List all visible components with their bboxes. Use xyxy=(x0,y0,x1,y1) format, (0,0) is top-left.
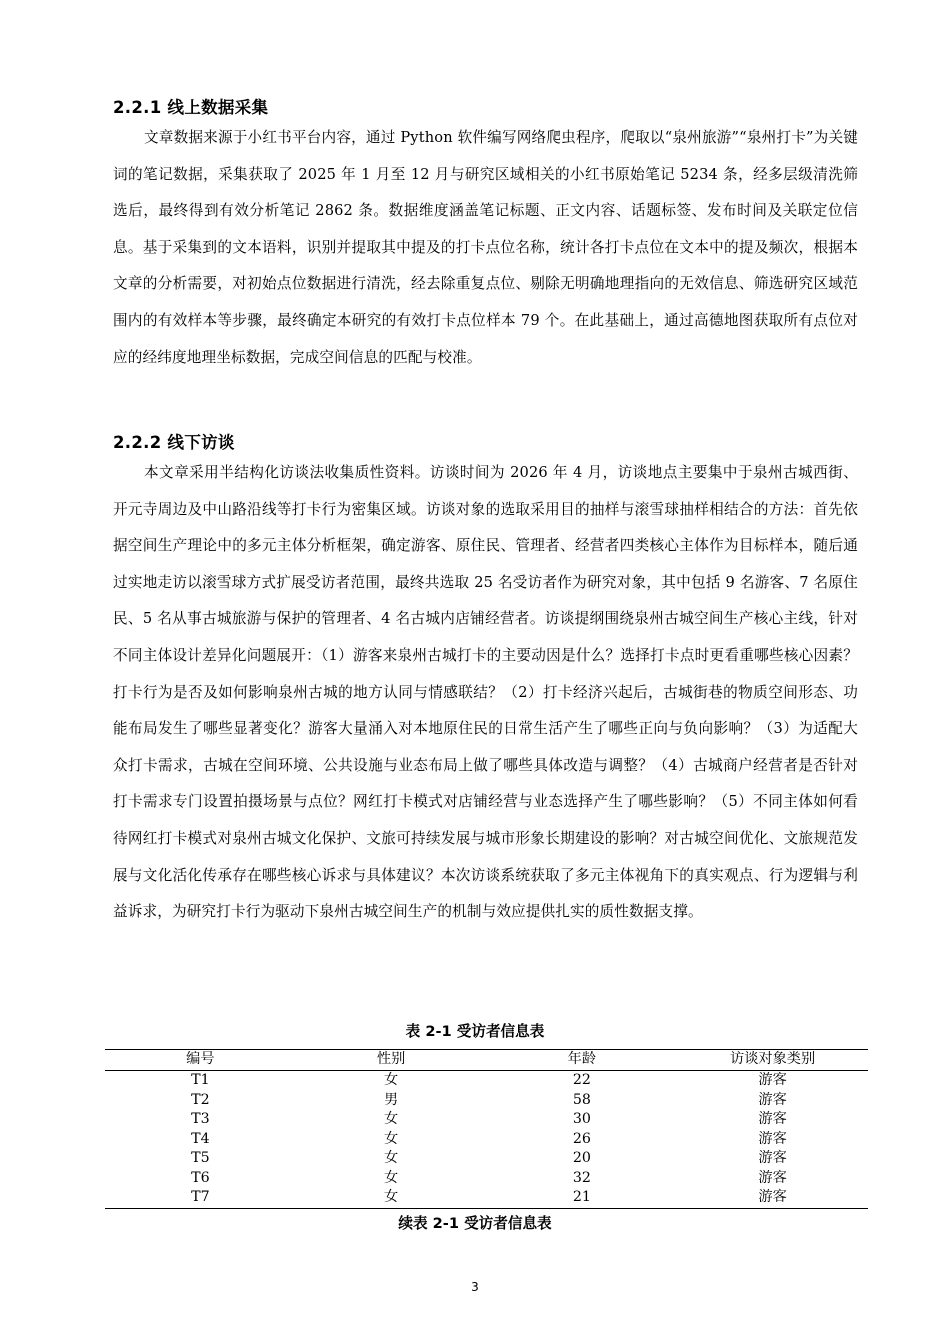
cell-gender: 女 xyxy=(384,1111,399,1127)
cell-age: 26 xyxy=(572,1130,591,1147)
section-heading-222: 2.2.2 线下访谈 xyxy=(113,433,235,452)
cell-age: 58 xyxy=(572,1091,591,1108)
cell-id: T5 xyxy=(191,1150,210,1166)
table-row xyxy=(105,1091,868,1111)
cell-category: 游客 xyxy=(758,1111,787,1127)
table-header-row xyxy=(105,1050,868,1071)
section-heading-221: 2.2.1 线上数据采集 xyxy=(113,98,269,117)
cell-gender: 女 xyxy=(384,1072,399,1088)
cell-id: T1 xyxy=(191,1072,210,1088)
table-row xyxy=(105,1110,868,1130)
section-paragraph-222: 本文章采用半结构化访谈法收集质性资料。访谈时间为 2026 年 4 月，访谈地点主要集中于泉州古城西街、开元寺周边及中山路沿线等打卡行为密集区域。访谈对象的选取采用目的抽样与滚雪球抽样相结合的方法：首先依据空间生产理论中的多元主体分析框架，确定游客、原住民、管理者、经营者四类核心主体作为目标样本，随后通过实地走访以滚雪球方式扩展受访者范围，最终共选取 25 名受访者作为研究对象，其中包括 9 名游客、7 名原住民、5 名从事古城旅游与保护的管理者、4 名古城内店铺经营者。访谈提纲围绕泉州古城空间生产核心主线，针对不同主体设计差异化问题展开：（1）游客来泉州古城打卡的主要动因是什么？选择打卡点时更看重哪些核心因素？打卡行为是否及如何影响泉州古城的地方认同与情感联结？（2）打卡经济兴起后，古城街巷的物质空间形态、功能布局发生了哪些显著变化？游客大量涌入对本地原住民的日常生活产生了哪些正向与负向影响？（3）为适配大众打卡需求，古城在空间环境、公共设施与业态布局上做了哪些具体改造与调整？（4）古城商户经营者是否针对打卡需求专门设置拍摄场景与点位？网红打卡模式对店铺经营与业态选择产生了哪些影响？（5）不同主体如何看待网红打卡模式对泉州古城文化保护、文旅可持续发展与城市形象长期建设的影响？对古城空间优化、文旅规范发展与文化活化传承存在哪些核心诉求与具体建议？本次访谈系统获取了多元主体视角下的真实观点、行为逻辑与利益诉求，为研究打卡行为驱动下泉州古城空间生产的机制与效应提供扎实的质性数据支撑。 xyxy=(113,464,858,921)
cell-gender: 男 xyxy=(384,1091,399,1108)
cell-id: T6 xyxy=(191,1169,210,1186)
table-continued-caption: 续表 2-1 受访者信息表 xyxy=(398,1215,552,1232)
header-category: 访谈对象类别 xyxy=(677,1050,868,1071)
cell-category: 游客 xyxy=(677,1188,868,1208)
table-row xyxy=(105,1130,868,1150)
table-caption: 表 2-1 受访者信息表 xyxy=(405,1023,545,1040)
cell-category: 游客 xyxy=(758,1072,787,1088)
interviewee-table xyxy=(105,1049,868,1209)
header-age: 年龄 xyxy=(487,1050,678,1071)
section-paragraph-221: 文章数据来源于小红书平台内容，通过 Python 软件编写网络爬虫程序，爬取以“泉州旅游”“泉州打卡”为关键词的笔记数据，采集获取了 2025 年 1 月至 12 月与研究区域相关的小红书原始笔记 5234 条，经多层级清洗筛选后，最终得到有效分析笔记 2862 条。数据维度涵盖笔记标题、正文内容、话题标签、发布时间及关联定位信息。基于采集到的文本语料，识别并提取其中提及的打卡点位名称，统计各打卡点位在文本中的提及频次，根据本文章的分析需要，对初始点位数据进行清洗，经去除重复点位、剔除无明确地理指向的无效信息、筛选研究区域范围内的有效样本等步骤，最终确定本研究的有效打卡点位样本 79 个。在此基础上，通过高德地图获取所有点位对应的经纬度地理坐标数据，完成空间信息的匹配与校准。 xyxy=(113,129,858,366)
cell-age: 30 xyxy=(572,1111,591,1127)
cell-id: T2 xyxy=(191,1091,210,1108)
cell-age: 20 xyxy=(572,1150,591,1166)
cell-category: 游客 xyxy=(758,1150,787,1166)
cell-gender: 女 xyxy=(296,1188,487,1208)
header-gender: 性别 xyxy=(296,1050,487,1071)
cell-age: 32 xyxy=(572,1169,591,1186)
cell-category: 游客 xyxy=(758,1130,787,1147)
cell-id: T4 xyxy=(191,1130,210,1147)
cell-category: 游客 xyxy=(758,1091,787,1108)
cell-id: T3 xyxy=(191,1111,210,1127)
header-id: 编号 xyxy=(105,1050,296,1071)
cell-gender: 女 xyxy=(384,1130,399,1147)
table-row xyxy=(105,1149,868,1169)
table-row xyxy=(105,1169,868,1189)
cell-gender: 女 xyxy=(384,1150,399,1166)
cell-gender: 女 xyxy=(384,1169,399,1186)
table-row xyxy=(105,1188,868,1208)
table-row xyxy=(105,1071,868,1091)
cell-category: 游客 xyxy=(758,1169,787,1186)
cell-age: 22 xyxy=(572,1072,591,1088)
cell-age: 21 xyxy=(487,1188,678,1208)
cell-id: T7 xyxy=(105,1188,296,1208)
page-number: 3 xyxy=(471,1280,479,1294)
